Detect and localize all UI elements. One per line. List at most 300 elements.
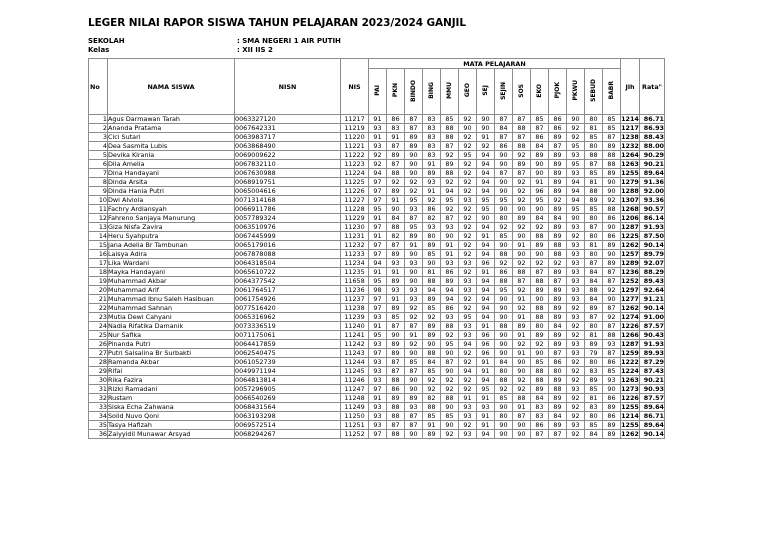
average-score: 88.00 [640,142,665,151]
student-nisn: 0061754926 [235,295,341,304]
subject-score: 91 [369,115,387,124]
total-score: 1288 [621,187,639,195]
subject-header [459,69,477,115]
student-nisn: 0071314168 [235,196,341,205]
subject-score: 91 [459,394,477,403]
student-name: Lika Wardani [108,259,235,268]
subject-header-label: PKWU [571,80,579,101]
subject-score: 90 [513,421,531,430]
total-score: 1274 [621,313,639,321]
subject-score: 80 [585,232,603,241]
subject-score: 92 [567,394,585,403]
subject-score: 92 [513,304,531,313]
subject-score: 85 [603,115,621,124]
student-name: Solid Nuvo Qoni [108,412,235,421]
table-row [89,187,665,196]
average-score: 90.43 [640,331,665,340]
subject-score: 81 [423,268,441,277]
student-nis: 11219 [341,124,369,133]
subject-score: 95 [369,331,387,340]
student-nisn: 0061764517 [235,286,341,295]
subject-score: 85 [423,412,441,421]
average-score: 87.57 [640,394,665,403]
subject-score: 90 [423,340,441,349]
subject-score: 93 [387,286,405,295]
student-nisn: 0069572514 [235,421,341,430]
subject-score: 92 [513,286,531,295]
student-name: Rifai [108,367,235,376]
subject-score: 90 [603,178,621,187]
total-score: 1214 [621,115,639,123]
subject-score: 92 [405,313,423,322]
subject-score: 93 [567,241,585,250]
subject-score: 86 [549,124,567,133]
row-number: 2 [89,124,108,133]
subject-score: 95 [369,277,387,286]
student-nis: 11252 [341,430,369,439]
subject-score: 83 [531,412,549,421]
subject-score: 92 [405,187,423,196]
student-nis: 11226 [341,187,369,196]
average-score: 90.29 [640,151,665,160]
subject-score: 93 [567,169,585,178]
student-name: Giza Nisfa Zavira [108,223,235,232]
subject-score: 90 [567,115,585,124]
subject-header [369,69,387,115]
subject-group-header: MATA PELAJARAN [369,59,621,69]
average-score: 87.29 [640,358,665,367]
table-row [89,331,665,340]
average-score: 89.43 [640,277,665,286]
subject-score: 92 [459,358,477,367]
student-nis: 11238 [341,304,369,313]
subject-score: 89 [549,295,567,304]
table-row [89,223,665,232]
student-name: Mutia Dewi Cahyani [108,313,235,322]
subject-score: 88 [531,376,549,385]
subject-score: 90 [495,151,513,160]
subject-score: 89 [423,169,441,178]
subject-score: 95 [531,196,549,205]
subject-score: 97 [369,241,387,250]
subject-score: 88 [495,277,513,286]
subject-score: 94 [441,295,459,304]
subject-score: 86 [495,268,513,277]
subject-score: 91 [477,268,495,277]
subject-score: 89 [549,232,567,241]
subject-score: 89 [423,241,441,250]
subject-score: 87 [387,322,405,331]
subject-score: 92 [513,259,531,268]
table-row [89,124,665,133]
subject-score: 84 [549,214,567,223]
subject-score: 93 [567,250,585,259]
subject-score: 89 [387,394,405,403]
student-nis: 11245 [341,367,369,376]
subject-score: 94 [369,259,387,268]
average-score: 92.64 [640,286,665,295]
subject-score: 91 [477,133,495,142]
subject-score: 92 [459,169,477,178]
subject-score: 89 [549,160,567,169]
subject-score: 88 [603,151,621,160]
subject-score: 89 [441,277,459,286]
student-nisn: 0071175061 [235,331,341,340]
subject-score: 81 [585,331,603,340]
row-number: 15 [89,241,108,250]
subject-score: 85 [585,205,603,214]
subject-score: 89 [405,142,423,151]
subject-header [405,69,423,115]
subject-score: 93 [369,313,387,322]
subject-score: 89 [549,394,567,403]
subject-score: 85 [585,385,603,394]
subject-score: 92 [549,196,567,205]
subject-score: 94 [477,187,495,196]
subject-score: 87 [441,142,459,151]
table-row [89,322,665,331]
student-nisn: 0068294267 [235,430,341,439]
student-nisn: 0067832110 [235,160,341,169]
average-score: 93.36 [640,196,665,205]
subject-score: 89 [549,403,567,412]
subject-score: 89 [423,430,441,439]
subject-score: 94 [441,187,459,196]
subject-score: 93 [441,313,459,322]
average-score: 91.93 [640,340,665,349]
average-score: 86.93 [640,124,665,133]
student-nisn: 0063193298 [235,412,341,421]
student-nis: 11250 [341,412,369,421]
subject-score: 89 [513,214,531,223]
subject-score: 88 [603,331,621,340]
subject-header [495,69,513,115]
subject-score: 85 [441,412,459,421]
subject-score: 94 [477,304,495,313]
student-nis: 11221 [341,142,369,151]
subject-score: 84 [585,277,603,286]
subject-header [585,69,603,115]
subject-score: 89 [405,133,423,142]
student-nis: 11227 [341,196,369,205]
row-number: 12 [89,214,108,223]
subject-score: 87 [405,412,423,421]
subject-score: 89 [603,403,621,412]
subject-score: 92 [459,421,477,430]
subject-score: 88 [441,322,459,331]
average-score: 87.43 [640,367,665,376]
total-score: 1266 [621,331,639,339]
subject-score: 90 [405,277,423,286]
subject-score: 97 [369,250,387,259]
table-row [89,250,665,259]
subject-score: 88 [513,394,531,403]
subject-score: 83 [423,124,441,133]
subject-score: 87 [387,241,405,250]
average-score: 90.14 [640,430,665,439]
subject-score: 84 [585,430,603,439]
total-score: 1264 [621,151,639,159]
student-name: Tasya Hafizah [108,421,235,430]
subject-score: 93 [369,403,387,412]
total-score: 1307 [621,196,639,204]
subject-score: 90 [531,349,549,358]
subject-score: 89 [603,421,621,430]
student-name: Agus Darmawan Tarah [108,115,235,124]
subject-score: 92 [459,250,477,259]
subject-score: 85 [423,367,441,376]
subject-score: 95 [369,205,387,214]
no-header: No [89,59,108,115]
total-score: 1263 [621,160,639,168]
subject-score: 90 [513,250,531,259]
subject-header-label: BING [427,82,435,99]
subject-score: 90 [531,295,549,304]
student-nis: 11220 [341,133,369,142]
total-score: 1287 [621,223,639,231]
subject-score: 89 [549,286,567,295]
subject-score: 84 [531,214,549,223]
student-name: Muhammad Ibnu Saleh Hasibuan [108,295,235,304]
student-nisn: 0067878088 [235,250,341,259]
subject-score: 91 [531,178,549,187]
row-number: 16 [89,250,108,259]
row-number: 30 [89,376,108,385]
total-score: 1236 [621,268,639,276]
subject-score: 92 [513,178,531,187]
student-name: Heru Syahputra [108,232,235,241]
subject-score: 80 [585,214,603,223]
subject-score: 92 [531,340,549,349]
row-number: 19 [89,277,108,286]
subject-score: 94 [441,286,459,295]
average-score: 91.93 [640,223,665,232]
subject-score: 87 [405,322,423,331]
subject-score: 83 [423,133,441,142]
subject-score: 85 [423,304,441,313]
subject-score: 87 [495,169,513,178]
nisn-header: NISN [235,59,341,115]
subject-score: 90 [513,367,531,376]
subject-score: 90 [495,331,513,340]
subject-score: 88 [441,169,459,178]
subject-score: 95 [567,142,585,151]
subject-score: 89 [513,160,531,169]
subject-score: 89 [441,160,459,169]
average-score: 87.50 [640,232,665,241]
subject-score: 92 [459,115,477,124]
subject-score: 90 [513,358,531,367]
subject-score: 94 [459,340,477,349]
subject-score: 88 [603,160,621,169]
subject-score: 88 [495,322,513,331]
subject-score: 89 [387,250,405,259]
row-number: 8 [89,178,108,187]
subject-score: 93 [459,196,477,205]
subject-score: 80 [495,412,513,421]
average-score: 86.14 [640,214,665,223]
subject-score: 91 [477,367,495,376]
subject-score: 90 [477,124,495,133]
subject-score: 88 [513,142,531,151]
subject-score: 88 [585,151,603,160]
subject-score: 80 [585,412,603,421]
subject-score: 97 [369,295,387,304]
subject-score: 93 [441,259,459,268]
subject-header [423,69,441,115]
total-score: 1255 [621,403,639,411]
subject-score: 88 [531,232,549,241]
subject-score: 92 [513,151,531,160]
student-nis: 11230 [341,223,369,232]
subject-score: 88 [549,250,567,259]
subject-score: 86 [603,214,621,223]
subject-header [441,69,459,115]
subject-score: 91 [387,133,405,142]
subject-score: 92 [459,349,477,358]
subject-score: 87 [531,430,549,439]
subject-score: 97 [369,223,387,232]
subject-score: 93 [369,376,387,385]
subject-score: 92 [549,259,567,268]
subject-score: 91 [423,160,441,169]
row-number: 14 [89,232,108,241]
student-name: Cici Sutari [108,133,235,142]
subject-score: 88 [585,187,603,196]
subject-score: 87 [405,421,423,430]
average-score: 89.64 [640,421,665,430]
subject-score: 91 [513,241,531,250]
subject-score: 84 [531,142,549,151]
student-nisn: 0067642331 [235,124,341,133]
subject-score: 93 [567,313,585,322]
total-score: 1257 [621,250,639,258]
subject-score: 87 [387,367,405,376]
student-name: Rika Fazira [108,376,235,385]
subject-score: 93 [567,277,585,286]
subject-score: 89 [549,133,567,142]
subject-score: 91 [387,295,405,304]
subject-score: 94 [477,178,495,187]
table-row [89,115,665,124]
subject-header-label: SEBUD [589,79,597,102]
subject-score: 90 [405,349,423,358]
subject-score: 90 [495,403,513,412]
subject-score: 93 [459,259,477,268]
subject-score: 87 [603,133,621,142]
subject-score: 86 [549,358,567,367]
student-nis: 11223 [341,160,369,169]
subject-score: 90 [387,331,405,340]
student-nis: 11239 [341,313,369,322]
total-score: 1262 [621,430,639,438]
student-name: Devika Kirania [108,151,235,160]
subject-score: 80 [585,142,603,151]
subject-header [531,69,549,115]
subject-score: 91 [369,232,387,241]
subject-score: 88 [549,385,567,394]
subject-header-label: SOS [517,83,525,98]
subject-score: 92 [513,223,531,232]
table-row [89,277,665,286]
row-number: 20 [89,286,108,295]
subject-score: 89 [423,295,441,304]
subject-score: 96 [531,187,549,196]
subject-score: 89 [405,232,423,241]
subject-score: 85 [495,232,513,241]
table-row [89,394,665,403]
table-row [89,421,665,430]
subject-score: 83 [423,115,441,124]
student-name: Fachry Ardiansyah [108,205,235,214]
subject-score: 93 [405,286,423,295]
total-score: 1262 [621,304,639,312]
subject-score: 92 [567,133,585,142]
student-name: Jana Adelia Br Tambunan [108,241,235,250]
total-score: 1232 [621,142,639,150]
subject-score: 90 [405,385,423,394]
subject-score: 97 [369,178,387,187]
subject-score: 97 [369,430,387,439]
student-nisn: 0065179016 [235,241,341,250]
subject-score: 92 [477,142,495,151]
subject-score: 85 [531,115,549,124]
subject-score: 92 [459,142,477,151]
subject-score: 92 [567,376,585,385]
subject-score: 95 [405,196,423,205]
subject-score: 90 [441,232,459,241]
subject-score: 92 [567,367,585,376]
student-nis: 11222 [341,151,369,160]
subject-score: 88 [441,394,459,403]
subject-header [567,69,585,115]
average-score: 87.57 [640,322,665,331]
subject-header-label: BABR [607,81,615,100]
row-number: 13 [89,223,108,232]
subject-score: 94 [477,223,495,232]
student-nis: 11658 [341,277,369,286]
subject-score: 88 [387,223,405,232]
subject-score: 93 [567,259,585,268]
school-label: SEKOLAH [88,37,125,45]
subject-score: 88 [513,268,531,277]
student-nis: 11242 [341,340,369,349]
student-name: Pinanda Putri [108,340,235,349]
subject-score: 91 [369,268,387,277]
subject-score: 93 [387,259,405,268]
subject-score: 87 [405,124,423,133]
row-number: 36 [89,430,108,439]
subject-score: 93 [369,412,387,421]
subject-score: 89 [549,421,567,430]
grade-ledger-table [88,58,665,439]
subject-score: 87 [387,142,405,151]
subject-score: 92 [423,196,441,205]
subject-score: 79 [585,349,603,358]
total-score: 1224 [621,367,639,375]
subject-score: 92 [459,268,477,277]
subject-score: 87 [513,133,531,142]
student-name: Dina Handayani [108,169,235,178]
subject-score: 81 [585,124,603,133]
row-number: 10 [89,196,108,205]
subject-score: 90 [387,205,405,214]
subject-score: 95 [495,286,513,295]
subject-score: 89 [603,430,621,439]
subject-score: 93 [459,403,477,412]
subject-score: 89 [549,169,567,178]
subject-score: 87 [585,223,603,232]
